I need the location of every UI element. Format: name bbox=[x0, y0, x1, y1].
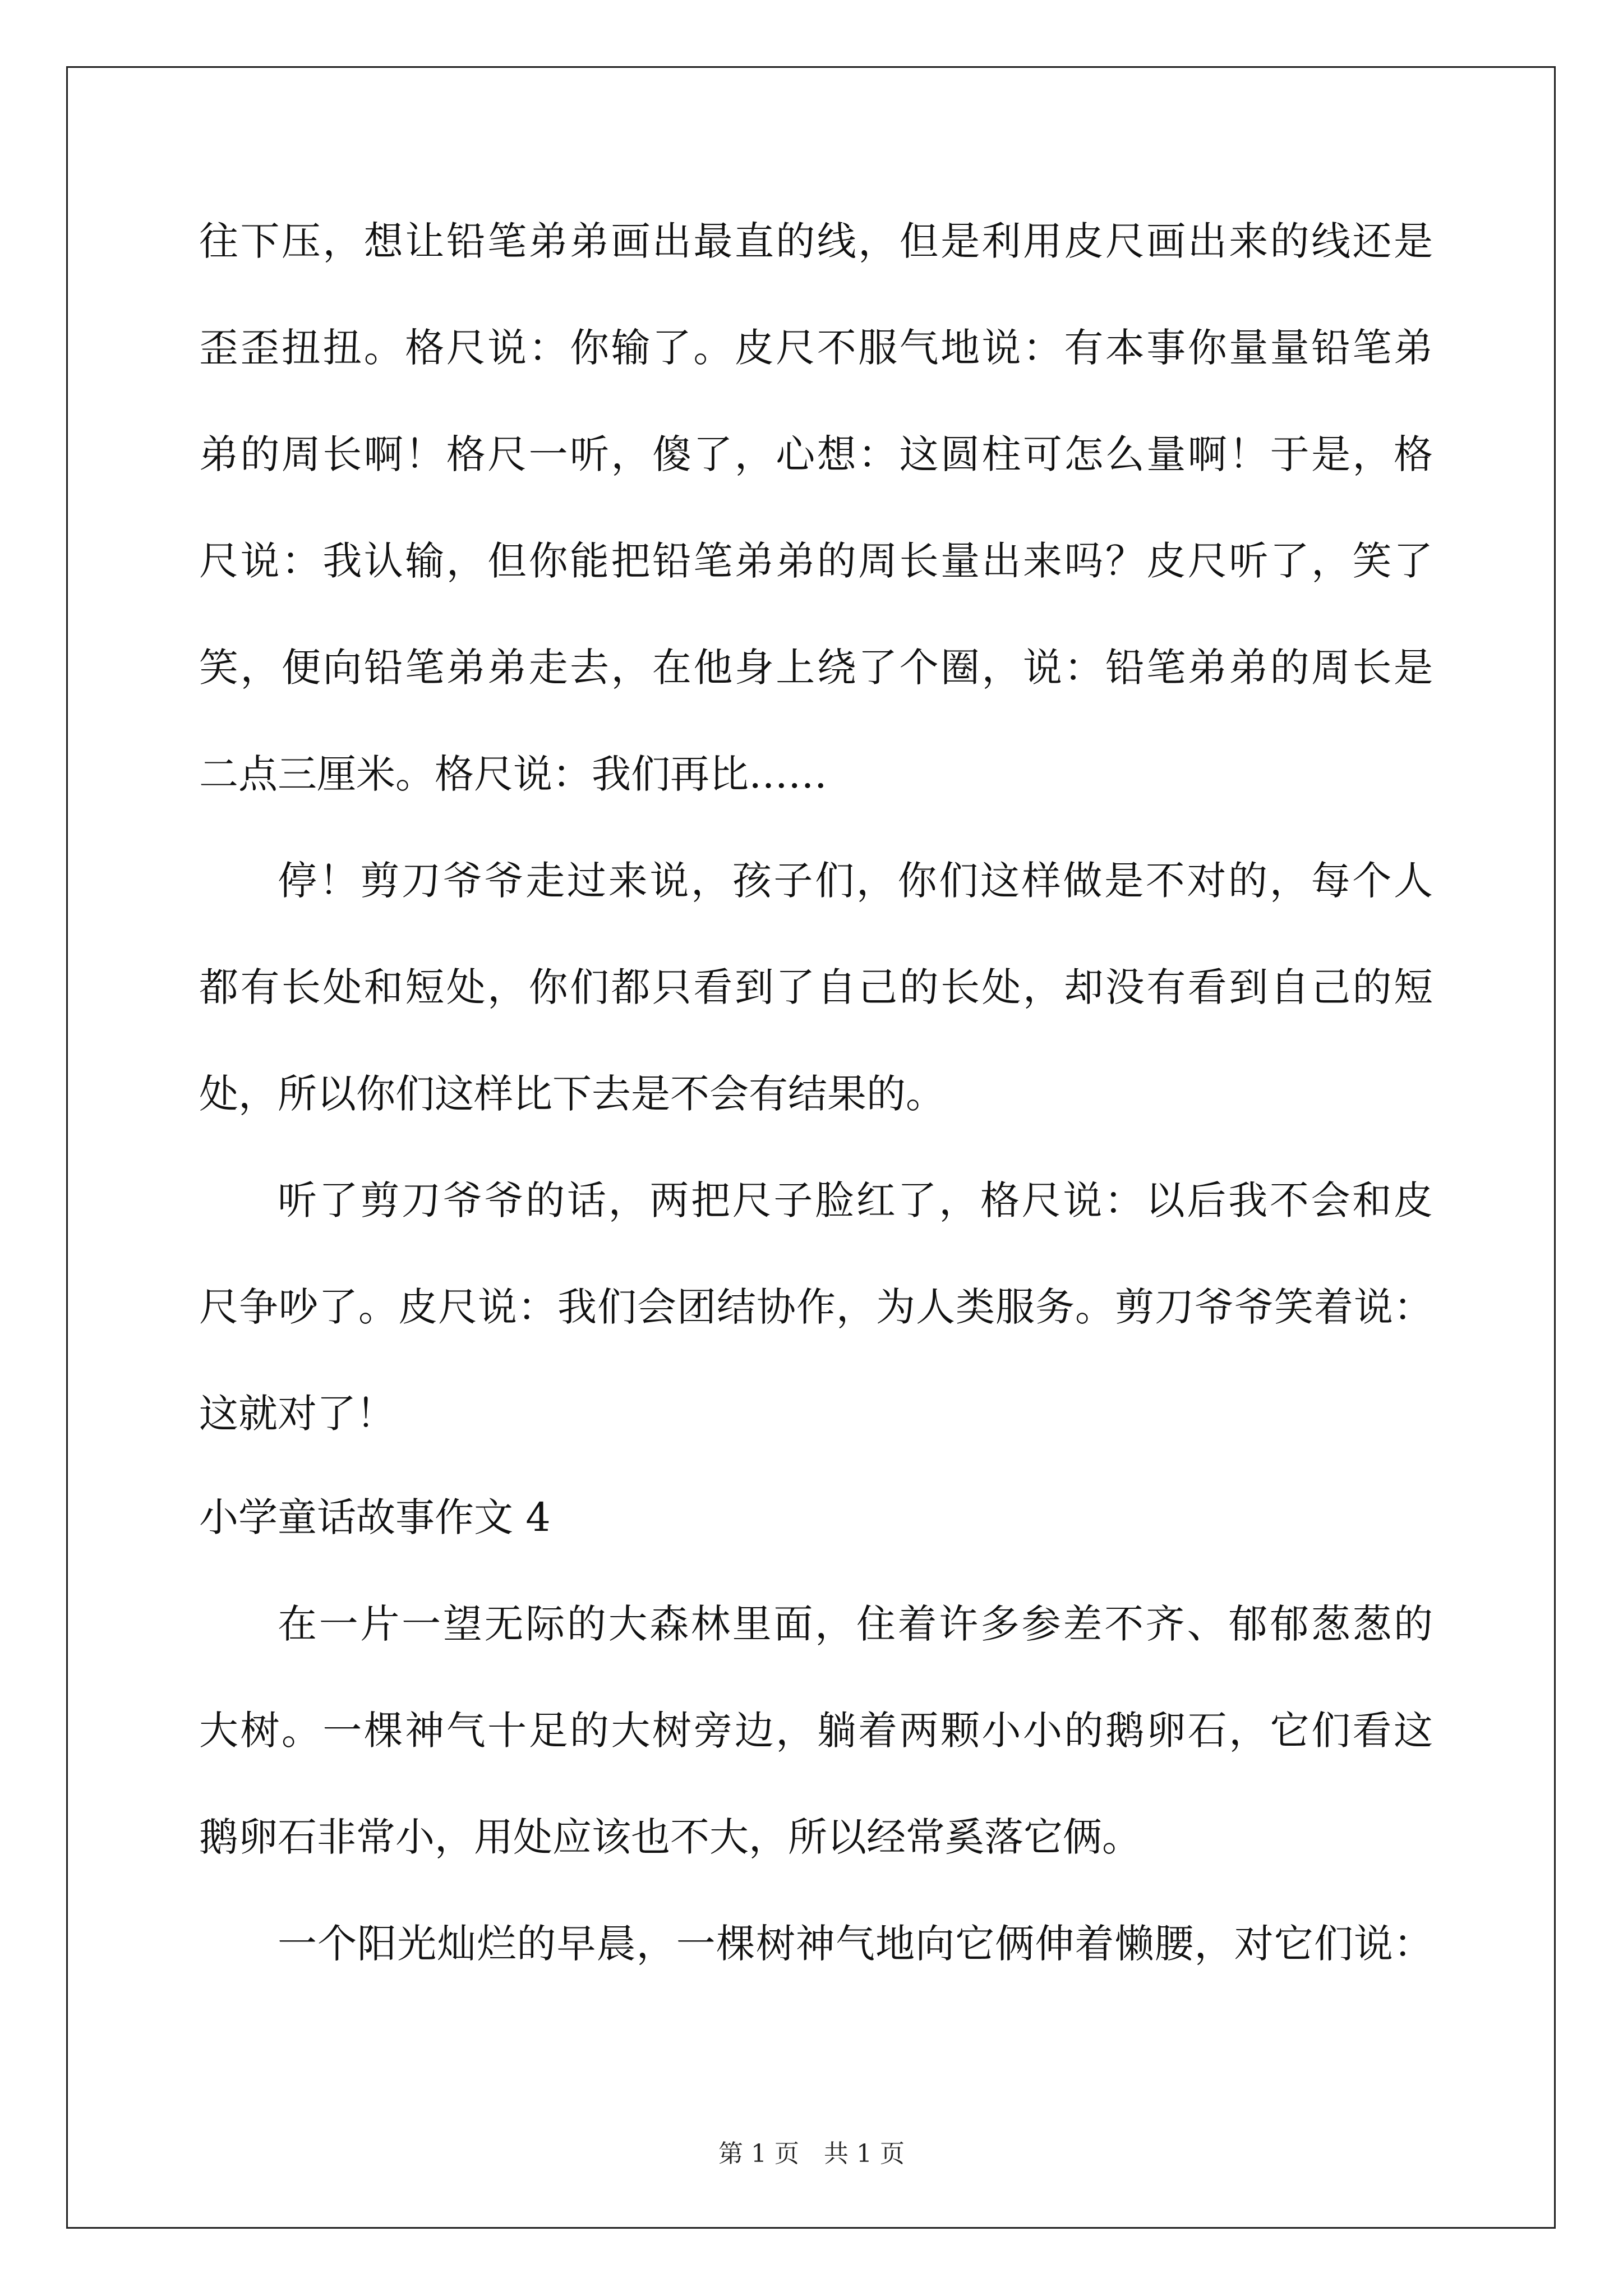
text-line: 歪歪扭扭。格尺说：你输了。皮尺不服气地说：有本事你量量铅笔弟 bbox=[199, 325, 1433, 371]
text-line: 尺说：我认输，但你能把铅笔弟弟的周长量出来吗？皮尺听了，笑了 bbox=[199, 538, 1433, 584]
text-line: 往下压，想让铅笔弟弟画出最直的线，但是利用皮尺画出来的线还是 bbox=[199, 218, 1433, 264]
text-line: 都有长处和短处，你们都只看到了自己的长处，却没有看到自己的短 bbox=[199, 964, 1433, 1010]
text-line: 这就对了！ bbox=[199, 1391, 395, 1437]
text-line: 处，所以你们这样比下去是不会有结果的。 bbox=[199, 1071, 945, 1117]
page-border bbox=[66, 66, 1556, 2229]
text-line: 笑，便向铅笔弟弟走去，在他身上绕了个圈，说：铅笔弟弟的周长是 bbox=[199, 645, 1433, 691]
paragraph-first-line: 一个阳光灿烂的早晨，一棵树神气地向它俩伸着懒腰，对它们说： bbox=[278, 1921, 1433, 1967]
section-heading: 小学童话故事作文 4 bbox=[199, 1494, 551, 1540]
text-line: 弟的周长啊！格尺一听，傻了，心想：这圆柱可怎么量啊！于是，格 bbox=[199, 431, 1433, 477]
text-line: 鹅卵石非常小，用处应该也不大，所以经常奚落它俩。 bbox=[199, 1814, 1141, 1860]
page-footer: 第 1 页 共 1 页 bbox=[718, 2139, 905, 2168]
paragraph-first-line: 听了剪刀爷爷的话，两把尺子脸红了，格尺说：以后我不会和皮 bbox=[278, 1177, 1433, 1223]
paragraph-first-line: 停！剪刀爷爷走过来说，孩子们，你们这样做是不对的，每个人 bbox=[278, 858, 1433, 904]
text-line: 二点三厘米。格尺说：我们再比…… bbox=[199, 751, 827, 797]
text-line: 大树。一棵神气十足的大树旁边，躺着两颗小小的鹅卵石，它们看这 bbox=[199, 1708, 1433, 1754]
text-line: 尺争吵了。皮尺说：我们会团结协作，为人类服务。剪刀爷爷笑着说： bbox=[199, 1284, 1433, 1330]
paragraph-first-line: 在一片一望无际的大森林里面，住着许多参差不齐、郁郁葱葱的 bbox=[278, 1601, 1433, 1647]
